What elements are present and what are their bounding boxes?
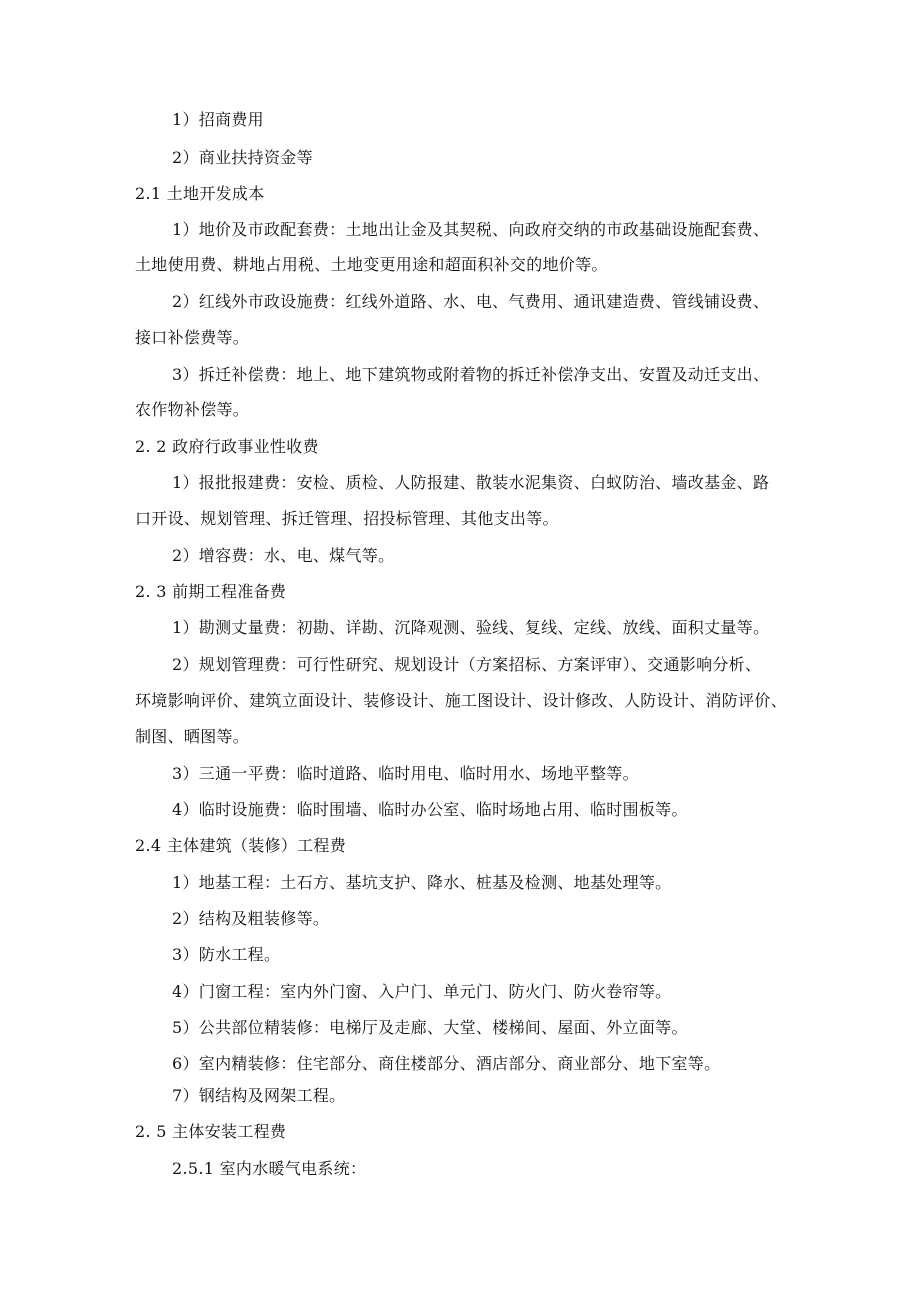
paragraph-demolition-cont: 农作物补偿等。 [135, 400, 250, 419]
section-heading-2-2: 2. 2 政府行政事业性收费 [135, 437, 319, 456]
paragraph-structure: 2）结构及粗装修等。 [172, 909, 330, 928]
section-heading-2-1: 2.1 土地开发成本 [135, 184, 265, 203]
paragraph-temporary-facilities: 4）临时设施费：临时围墙、临时办公室、临时场地占用、临时围板等。 [172, 800, 688, 819]
paragraph-waterproof: 3）防水工程。 [172, 945, 281, 964]
paragraph-interior-decoration: 6）室内精装修：住宅部分、商住楼部分、酒店部分、商业部分、地下室等。 [172, 1054, 721, 1073]
paragraph-planning-fee-cont1: 环境影响评价、建筑立面设计、装修设计、施工图设计、设计修改、人防设计、消防评价、 [135, 691, 788, 710]
paragraph-approval-fee-cont: 口开设、规划管理、拆迁管理、招投标管理、其他支出等。 [135, 509, 559, 528]
paragraph-planning-fee-cont2: 制图、晒图等。 [135, 727, 250, 746]
paragraph-demolition: 3）拆迁补偿费：地上、地下建筑物或附着物的拆迁补偿净支出、安置及动迁支出、 [172, 365, 770, 384]
subsection-heading-2-5-1: 2.5.1 室内水暖气电系统： [172, 1159, 367, 1178]
paragraph-land-price-cont: 土地使用费、耕地占用税、土地变更用途和超面积补交的地价等。 [135, 255, 608, 274]
section-heading-2-4: 2.4 主体建筑（装修）工程费 [135, 836, 347, 855]
section-heading-2-5: 2. 5 主体安装工程费 [135, 1122, 287, 1141]
paragraph-steel-structure: 7）钢结构及网架工程。 [172, 1086, 346, 1105]
list-item-commercial-support: 2）商业扶持资金等 [172, 148, 313, 167]
paragraph-survey-fee: 1）勘测丈量费：初勘、详勘、沉降观测、验线、复线、定线、放线、面积丈量等。 [172, 618, 770, 637]
paragraph-capacity-fee: 2）增容费：水、电、煤气等。 [172, 546, 395, 565]
paragraph-planning-fee: 2）规划管理费：可行性研究、规划设计（方案招标、方案评审）、交通影响分析、 [172, 655, 762, 674]
list-item-recruitment-fee: 1）招商费用 [172, 110, 264, 129]
paragraph-site-leveling: 3）三通一平费：临时道路、临时用电、临时用水、场地平整等。 [172, 764, 639, 783]
paragraph-approval-fee: 1）报批报建费：安检、质检、人防报建、散装水泥集资、白蚁防治、墙改基金、路 [172, 473, 770, 492]
paragraph-municipal-facilities: 2）红线外市政设施费：红线外道路、水、电、气费用、通讯建造费、管线铺设费、 [172, 292, 770, 311]
paragraph-municipal-facilities-cont: 接口补偿费等。 [135, 328, 250, 347]
paragraph-foundation: 1）地基工程：土石方、基坑支护、降水、桩基及检测、地基处理等。 [172, 873, 672, 892]
paragraph-doors-windows: 4）门窗工程：室内外门窗、入户门、单元门、防火门、防火卷帘等。 [172, 982, 672, 1001]
paragraph-land-price: 1）地价及市政配套费：土地出让金及其契税、向政府交纳的市政基础设施配套费、 [172, 220, 770, 239]
section-heading-2-3: 2. 3 前期工程准备费 [135, 582, 287, 601]
paragraph-public-decoration: 5）公共部位精装修：电梯厅及走廊、大堂、楼梯间、屋面、外立面等。 [172, 1018, 688, 1037]
